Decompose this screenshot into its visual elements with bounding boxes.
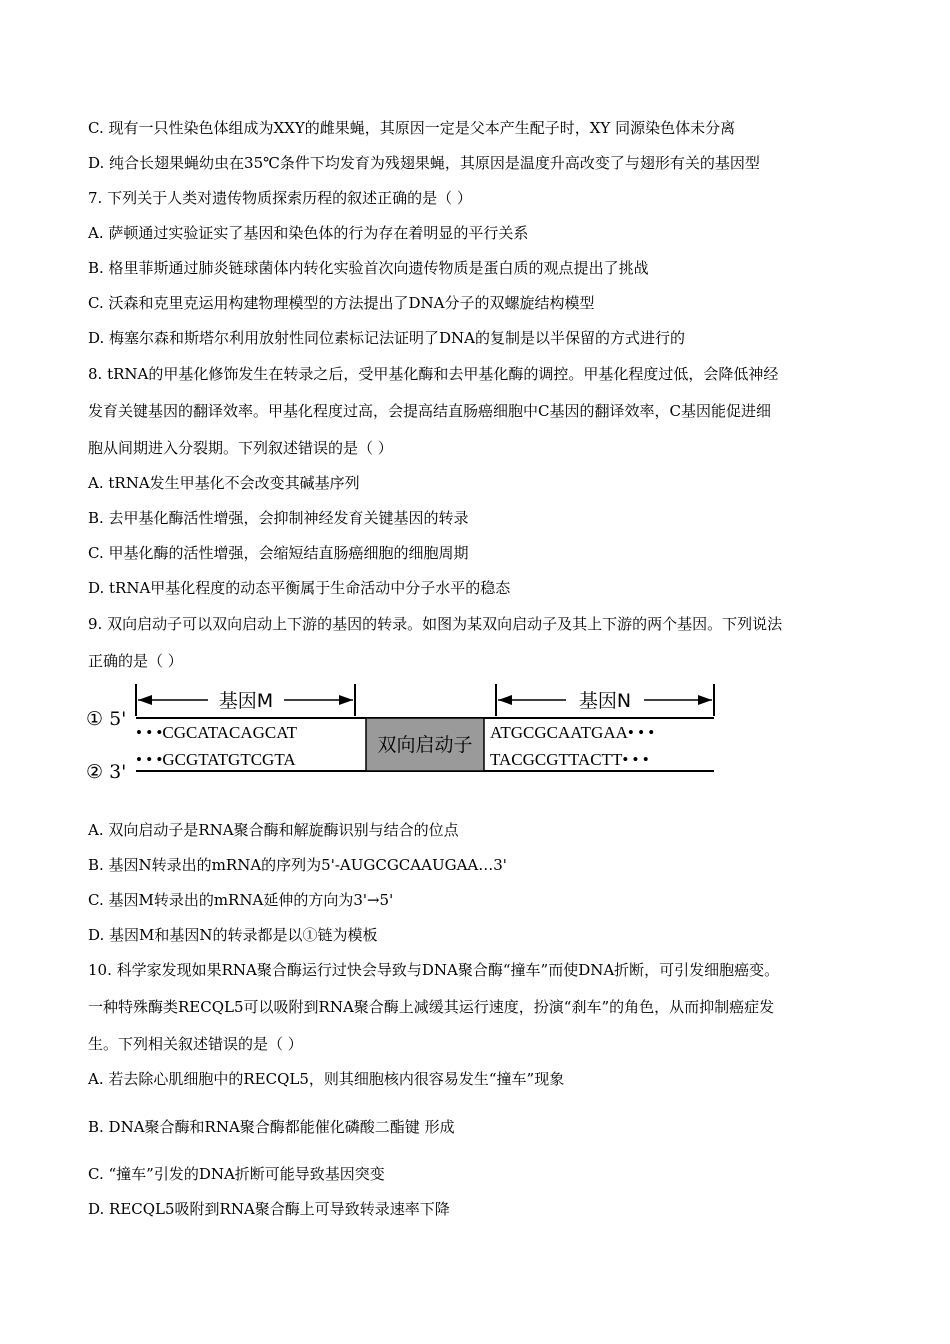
text-line: C. 基因M转录出的mRNA延伸的方向为3'→5': [88, 891, 394, 909]
gene-n-arrowhead-left: [498, 695, 512, 705]
text-line: B. 去甲基化酶活性增强，会抑制神经发育关键基因的转录: [88, 509, 469, 527]
text-line: 生。下列相关叙述错误的是（ ）: [88, 1035, 303, 1053]
text-line: D. 纯合长翅果蝇幼虫在35℃条件下均发育为残翅果蝇，其原因是温度升高改变了与翅形有关的基因型: [88, 154, 760, 172]
text-line: 7. 下列关于人类对遗传物质探索历程的叙述正确的是（ ）: [88, 189, 472, 207]
text-line: B. 格里菲斯通过肺炎链球菌体内转化实验首次向遗传物质是蛋白质的观点提出了挑战: [88, 259, 649, 277]
text-line: 10. 科学家发现如果RNA聚合酶运行过快会导致与DNA聚合酶“撞车”而使DNA折断，可引发细胞癌变。: [88, 961, 780, 979]
text-line: 胞从间期进入分裂期。下列叙述错误的是（ ）: [88, 439, 393, 457]
strand-2-left-sequence: • • •GCGTATGTCGTA: [136, 750, 296, 769]
text-line: D. tRNA甲基化程度的动态平衡属于生命活动中分子水平的稳态: [88, 579, 511, 597]
promoter-label: 双向启动子: [377, 734, 473, 756]
gene-m-arrowhead-left: [138, 695, 152, 705]
text-line: C. 现有一只性染色体组成为XXY的雌果蝇，其原因一定是父本产生配子时，XY 同源染色体未分离: [88, 119, 736, 137]
text-line: 9. 双向启动子可以双向启动上下游的基因的转录。如图为某双向启动子及其上下游的两个基因。下列说法: [88, 615, 783, 633]
gene-n-arrowhead-right: [698, 695, 712, 705]
text-line: 发育关键基因的翻译效率。甲基化程度过高，会提高结直肠癌细胞中C基因的翻译效率，C基因能促进细: [88, 402, 771, 420]
text-line: D. 基因M和基因N的转录都是以①链为模板: [88, 926, 378, 944]
text-line: B. 基因N转录出的mRNA的序列为5'-AUGCGCAAUGAA…3': [88, 856, 507, 874]
strand-2-right-sequence: TACGCGTTACTT• • •: [490, 750, 649, 769]
text-line: C. 沃森和克里克运用构建物理模型的方法提出了DNA分子的双螺旋结构模型: [88, 294, 595, 312]
text-line: 8. tRNA的甲基化修饰发生在转录之后，受甲基化酶和去甲基化酶的调控。甲基化程度过低，会降低神经: [88, 365, 779, 383]
text-line: C. 甲基化酶的活性增强，会缩短结直肠癌细胞的细胞周期: [88, 544, 469, 562]
text-line: 一种特殊酶类RECQL5可以吸附到RNA聚合酶上减缓其运行速度，扮演“刹车”的角色，从而抑制癌症发: [88, 998, 775, 1016]
text-line: D. 梅塞尔森和斯塔尔利用放射性同位素标记法证明了DNA的复制是以半保留的方式进行的: [88, 329, 686, 347]
text-line: D. RECQL5吸附到RNA聚合酶上可导致转录速率下降: [88, 1200, 450, 1218]
promoter-diagram: [84, 680, 724, 790]
strand-1-label: ① 5': [86, 708, 127, 730]
promoter-diagram-svg: [84, 680, 724, 790]
text-line: C. “撞车”引发的DNA折断可能导致基因突变: [88, 1165, 385, 1183]
gene-m-label: 基因M: [218, 690, 274, 712]
strand-2-label: ② 3': [86, 761, 127, 783]
text-line: A. 双向启动子是RNA聚合酶和解旋酶识别与结合的位点: [88, 821, 459, 839]
text-line: A. 若去除心肌细胞中的RECQL5，则其细胞核内很容易发生“撞车”现象: [88, 1070, 565, 1088]
text-line: 正确的是（ ）: [88, 652, 183, 670]
gene-n-label: 基因N: [578, 690, 632, 712]
gene-m-arrowhead-right: [339, 695, 353, 705]
text-line: A. tRNA发生甲基化不会改变其碱基序列: [88, 474, 360, 492]
strand-1-right-sequence: ATGCGCAATGAA• • •: [490, 723, 655, 742]
text-line: A. 萨顿通过实验证实了基因和染色体的行为存在着明显的平行关系: [88, 224, 529, 242]
strand-1-left-sequence: • • •CGCATACAGCAT: [136, 723, 298, 742]
text-line: B. DNA聚合酶和RNA聚合酶都能催化磷酸二酯键 形成: [88, 1118, 455, 1136]
